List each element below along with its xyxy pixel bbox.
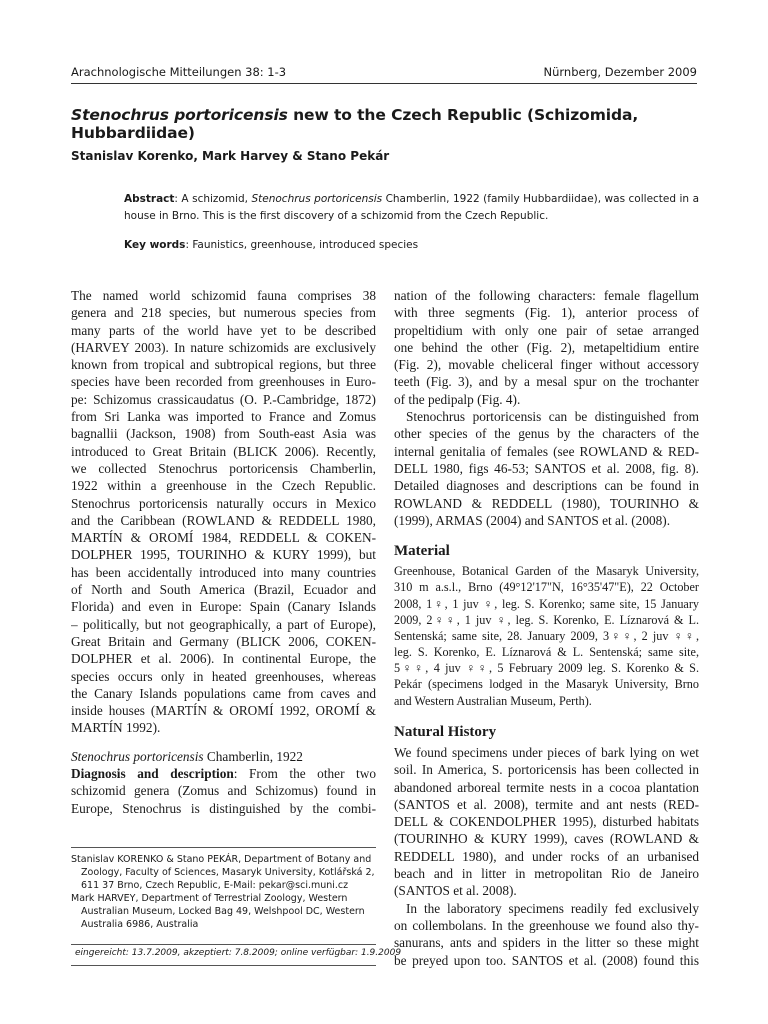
abstract-label: Abstract [124,193,175,205]
natural-history-heading: Natural History [394,723,497,740]
journal-citation: Arachnologische Mitteilungen 38: 1-3 [71,65,287,79]
footnote-line: Mark HARVEY, Department of Terrestrial Zoology, Western [71,893,348,904]
text-line: the Canary Islands populations came from caves and [71,685,376,701]
text-line: other species of the genus by the characters of the [394,426,699,442]
species-heading: Stenochrus portoricensis Chamberlin, 1922 [71,748,303,764]
left-column [71,287,376,817]
text-line: MARTÍN 1992). [71,720,161,736]
text-line: (TOURINHO & KURY 1999), caves (ROWLAND & [394,831,699,847]
text-line: In the laboratory specimens readily fed exclusively [406,900,699,916]
footnote-line: Stanislav KORENKO & Stano PEKÁR, Department of Botany and [71,854,372,865]
text-line: species occurs only in heated greenhouses, whereas [71,668,376,684]
text-line: bagnallii (Jackson, 1908) from South-east Asia was [71,426,376,442]
text-line: inside houses (MARTÍN & OROMÍ 1992, OROMÍ & [71,703,376,719]
text-line: species have been recorded from greenhouses in Euro- [71,374,376,390]
material-line: and Western Australian Museum, Perth). [394,693,592,708]
keywords: Key words: Faunistics, greenhouse, introduced species [124,239,419,251]
abstract [124,191,699,226]
abstract-line: Abstract: A schizomid, Stenochrus portoricensis Chamberlin, 1922 (family Hubbardiidae), was collected in a [124,193,699,205]
text-line: (SANTOS et al. 2008), termite and ant nests (RED- [394,796,699,812]
text-line: Detailed diagnoses and descriptions can be found in [394,478,699,494]
title-rest: new to the Czech Republic (Schizomida, Hubbardiidae) [71,106,639,142]
material-line: 2008, 1♀, 1 juv ♀, leg. S. Korenko; same site, 15 January [394,596,699,611]
text-line: we collected Stenochrus portoricensis Chamberlin, [71,460,376,476]
text-line: 1922 within a greenhouse in the Czech Republic. [71,478,376,494]
text-line: DOLPHER 1995, TOURINHO & KURY 1999), but [71,547,376,563]
abstract-line: house in Brno. This is the first discovery of a schizomid from the Czech Republic. [124,210,549,223]
footnote-rule [71,847,376,848]
text-line: – politically, but not geographically, a part of Europe), [71,616,376,632]
text-line: pe: Schizomus crassicaudatus (O. P.-Cambridge, 1872) [71,391,376,407]
text-line: on collembolans. In the greenhouse we found also thy- [394,917,699,933]
text-line: The named world schizomid fauna comprises 38 [71,288,376,303]
author-list: Stanislav Korenko, Mark Harvey & Stano Pekár [71,149,390,163]
material-line: Sentenská; same site, 28. January 2009, 3♀♀, 2 juv ♀♀, [394,628,699,643]
text-line: introduced to Great Britain (BLICK 2006). Recently, [71,443,376,459]
text-line: has been accidentally introduced into many countries [71,564,376,580]
author-affiliations [71,853,391,931]
submission-dates-box [71,944,402,966]
text-line: abandoned arboreal termite nests in a cocoa plantation [394,779,699,795]
text-line: Stenochrus portoricensis naturally occurs in Mexico [71,495,376,511]
footnote-line: Australia 6986, Australia [81,919,199,930]
material-line: 2009, 2♀♀, 1 juv ♀, leg. S. Korenko, E. Líznarová & L. [394,612,699,627]
paper-title [71,106,711,142]
text-line: Stenochrus portoricensis can be distinguished from [406,409,699,425]
diagnosis-line: Europe, Stenochrus is distinguished by the combi- [71,800,376,816]
text-line: (Fig. 2), movable cheliceral finger without accessory [394,357,699,373]
text-line: of the pedipalp (Fig. 4). [394,391,521,407]
submission-dates: eingereicht: 13.7.2009, akzeptiert: 7.8.2009; online verfügbar: 1.9.2009 [75,948,402,958]
text-line: internal genitalia of females (see ROWLAND & RED- [394,443,699,459]
diagnosis-line: Diagnosis and description: From the other two [71,766,376,782]
footnote-line: Zoology, Faculty of Sciences, Masaryk University, Kotlářská 2, [81,867,375,878]
right-column [394,287,699,969]
title-species: Stenochrus portoricensis [71,106,288,124]
text-line: REDDELL 1980), and under rocks of an urbanised [394,848,699,864]
place-date: Nürnberg, Dezember 2009 [543,65,697,79]
text-line: genera and 218 species, but numerous species from [71,305,376,321]
text-line: nation of the following characters: female flagellum [394,288,699,303]
diagnosis-label: Diagnosis and description [71,766,234,782]
footnote-line: Australian Museum, Locked Bag 49, Welshpool DC, Western [81,906,365,917]
material-line: 310 m a.s.l., Brno (49°12'17"N, 16°35'47"E), 22 October [394,580,699,595]
material-heading: Material [394,543,450,560]
material-line: leg. S. Korenko, E. Líznarová & L. Sentenská; same site, [394,645,699,660]
material-line: Greenhouse, Botanical Garden of the Masaryk University, [394,564,699,579]
text-line: ROWLAND & REDDELL (1980), TOURINHO & [394,495,699,511]
material-line: Pekár (specimens lodged in the Masaryk University, Brno [394,677,699,692]
text-line: (HARVEY 2003). In nature schizomids are exclusively [71,339,376,355]
text-line: with three segments (Fig. 1), anterior process of [394,305,699,321]
diagnosis-line: schizomid genera (Zomus and Schizomus) found in [71,783,376,799]
text-line: teeth (Fig. 3), and by a mesal spur on the trochanter [394,374,699,390]
text-line: MARTÍN & OROMÍ 1984, REDDELL & COKEN- [71,530,376,546]
text-line: one behind the other (Fig. 2), metapeltidium entire [394,339,699,355]
text-line: be preyed upon too. SANTOS et al. (2008) found this [394,952,699,968]
text-line: of North and South America (Brazil, Ecuador and [71,582,376,598]
natural-history-text [394,744,699,969]
text-line: beach and in litter in metropolitan Rio de Janeiro [394,866,699,882]
diagnosis-continued [394,287,699,529]
text-line: Florida) and even in Europe: Spain (Canary Islands [71,599,376,615]
text-line: and the Caribbean (ROWLAND & REDDELL 1980, [71,512,376,528]
header-rule [71,83,697,84]
text-line: DELL & COKENDOLPHER 1995), disturbed habitats [394,814,699,830]
text-line: Great Britain and Germany (BLICK 2006, COKEN- [71,633,376,649]
text-line: propeltidium with only one pair of setae arranged [394,322,699,338]
footnote-line: 611 37 Brno, Czech Republic, E-Mail: pekar@sci.muni.cz [81,880,349,891]
introduction-text [71,287,376,737]
running-header [71,65,697,83]
text-line: We found specimens under pieces of bark lying on wet [394,744,699,760]
text-line: DOLPHER et al. 2006). In continental Europe, the [71,651,376,667]
text-line: DELL 1980, figs 46-53; SANTOS et al. 2008, fig. 8). [394,460,699,476]
text-line: (SANTOS et al. 2008). [394,883,517,899]
text-line: (1999), ARMAS (2004) and SANTOS et al. (2008). [394,512,671,528]
text-line: many parts of the world have yet to be described [71,322,376,338]
text-line: soil. In America, S. portoricensis has been collected in [394,762,699,778]
text-line: sanurans, ants and spiders in the litter so these might [394,935,699,951]
keywords-label: Key words [124,239,186,251]
text-line: known from tropical and subtropical regions, but three [71,357,376,373]
material-line: 5♀♀, 4 juv ♀♀, 5 February 2009 leg. S. Korenko & S. [394,661,699,676]
material-text [394,563,699,710]
text-line: from Sri Lanka was imported to France and Zomus [71,409,376,425]
